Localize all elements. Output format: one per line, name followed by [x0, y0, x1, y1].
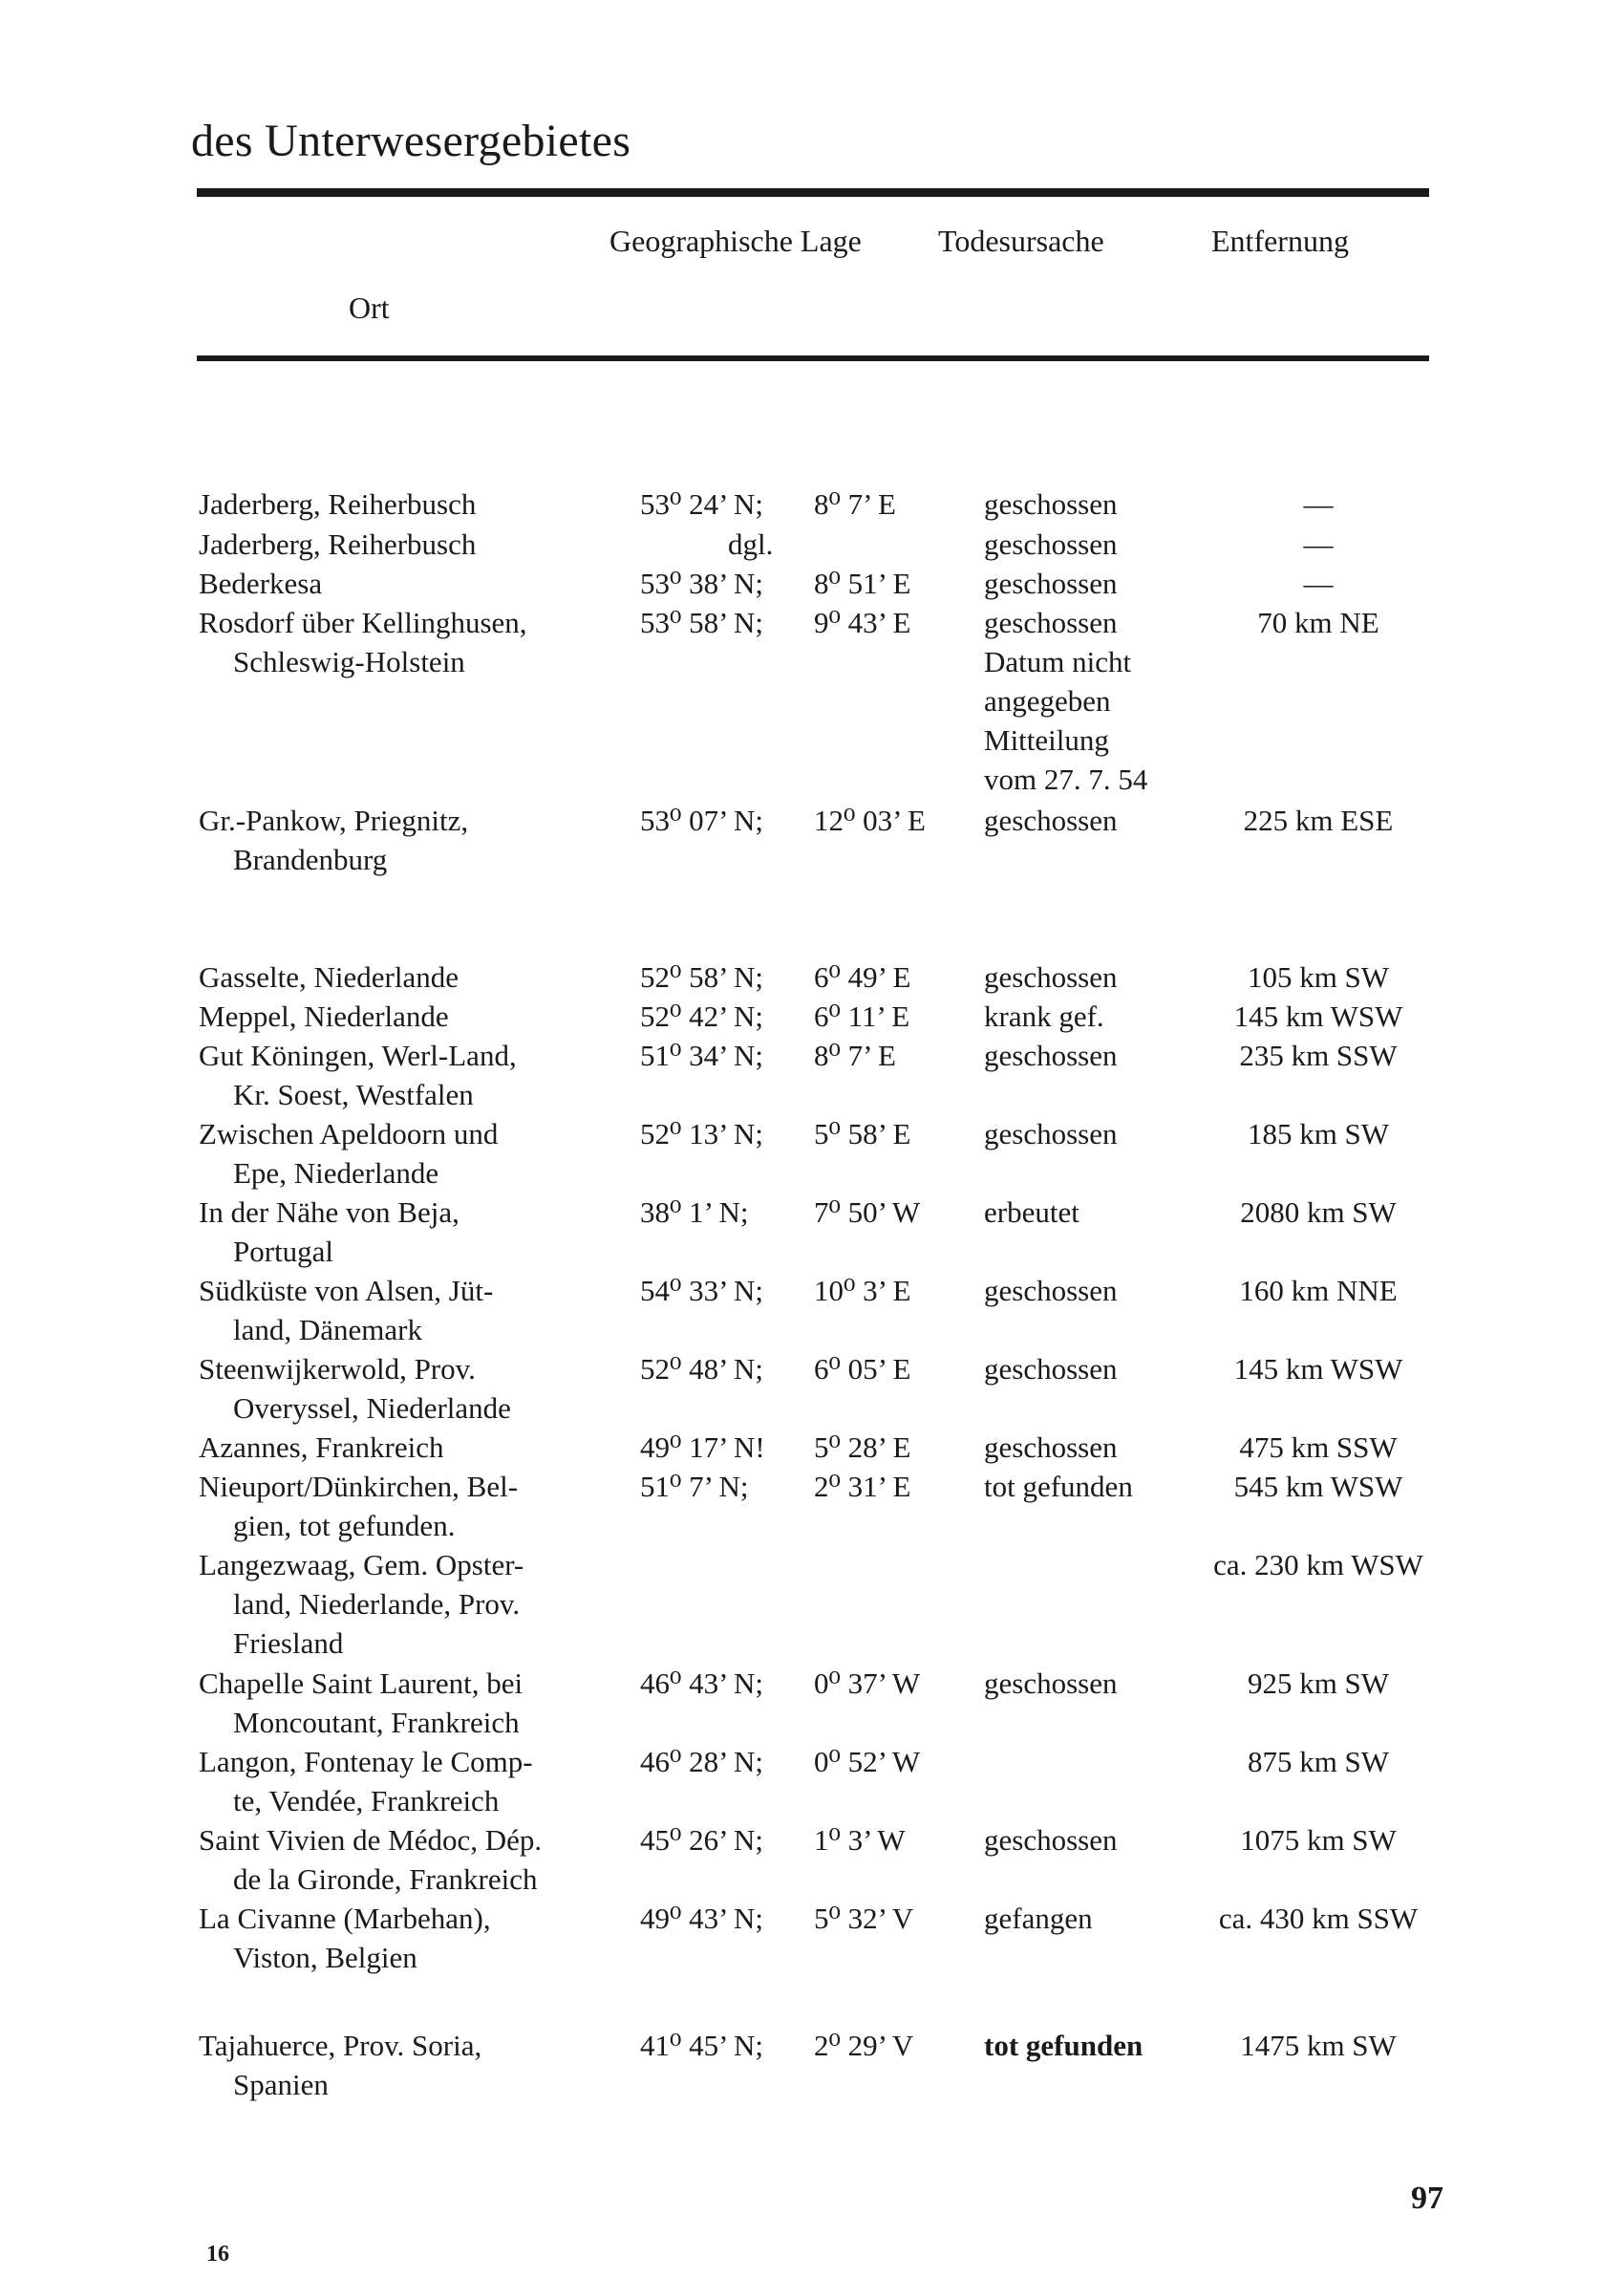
latitude-cell: 51⁰ 34’ N;: [640, 1039, 763, 1072]
ort-line: Spanien: [233, 2068, 329, 2101]
longitude-cell: 0⁰ 52’ W: [814, 1745, 921, 1778]
cause-line: geschossen: [984, 1666, 1118, 1700]
cause-line: geschossen: [984, 1039, 1118, 1072]
cause-line: tot gefunden: [984, 2029, 1143, 2062]
ort-line: Jaderberg, Reiherbusch: [199, 487, 477, 521]
cause-cell: [984, 603, 1213, 799]
ort-line: Zwischen Apeldoorn und: [199, 1117, 499, 1150]
ort-line: Rosdorf über Kellinghusen,: [199, 606, 527, 639]
cause-line: Datum nicht: [984, 645, 1132, 678]
ort-cell: [199, 1742, 619, 1820]
cause-cell: [984, 525, 1213, 564]
header-rule-top: [197, 188, 1429, 197]
distance-cell: ca. 230 km WSW: [1213, 1548, 1423, 1581]
ort-line: land, Niederlande, Prov.: [233, 1587, 521, 1621]
longitude-cell: 9⁰ 43’ E: [814, 606, 911, 639]
ort-line: te, Vendée, Frankreich: [233, 1784, 500, 1817]
longitude-cell: 12⁰ 03’ E: [814, 804, 926, 837]
longitude-cell: 5⁰ 58’ E: [814, 1117, 911, 1150]
ort-cell: [199, 1193, 619, 1271]
distance-cell: —: [1303, 527, 1334, 561]
distance-cell: 1075 km SW: [1240, 1823, 1397, 1857]
signature-mark: 16: [206, 2242, 229, 2267]
ort-line: Epe, Niederlande: [233, 1156, 439, 1190]
distance-cell: 925 km SW: [1247, 1666, 1390, 1700]
cause-cell: [984, 564, 1213, 603]
latitude-cell: 45⁰ 26’ N;: [640, 1823, 763, 1857]
cause-cell: [984, 1664, 1213, 1703]
longitude-cell: 8⁰ 7’ E: [814, 487, 896, 521]
header-rule-bottom: [197, 355, 1429, 361]
cause-cell: [984, 801, 1213, 840]
ort-line: Chapelle Saint Laurent, bei: [199, 1666, 524, 1700]
distance-cell: 875 km SW: [1247, 1745, 1390, 1778]
cause-cell: [984, 1899, 1213, 1938]
ort-line: Brandenburg: [233, 843, 388, 876]
ort-cell: [199, 1545, 619, 1663]
ort-cell: [199, 997, 619, 1036]
ort-line: Portugal: [233, 1235, 334, 1268]
ort-line: Gasselte, Niederlande: [199, 960, 459, 994]
distance-cell: 1475 km SW: [1240, 2029, 1397, 2062]
latitude-cell: 52⁰ 58’ N;: [640, 960, 763, 994]
ort-cell: [199, 484, 619, 524]
cause-line: geschossen: [984, 1352, 1118, 1386]
ort-line: Kr. Soest, Westfalen: [233, 1078, 474, 1111]
latitude-cell: 54⁰ 33’ N;: [640, 1274, 763, 1307]
ort-line: Gr.-Pankow, Priegnitz,: [199, 804, 469, 837]
distance-cell: 70 km NE: [1257, 606, 1379, 639]
cause-line: Mitteilung: [984, 723, 1109, 757]
cause-cell: [984, 1271, 1213, 1310]
ort-line: Tajahuerce, Prov. Soria,: [199, 2029, 482, 2062]
ort-line: Nieuport/Dünkirchen, Bel-: [199, 1470, 519, 1503]
distance-cell: 145 km WSW: [1233, 1000, 1403, 1033]
column-header-todesursache: Todesursache: [938, 224, 1104, 258]
cause-line: geschossen: [984, 1823, 1118, 1857]
distance-cell: 225 km ESE: [1243, 804, 1394, 837]
longitude-cell: 7⁰ 50’ W: [814, 1195, 921, 1229]
ort-line: Bederkesa: [199, 567, 323, 600]
ort-cell: [199, 1467, 619, 1545]
latitude-cell: 53⁰ 58’ N;: [640, 606, 763, 639]
ort-line: Jaderberg, Reiherbusch: [199, 527, 477, 561]
ort-cell: [199, 1899, 619, 1977]
latitude-cell: 51⁰ 7’ N;: [640, 1470, 749, 1503]
ort-cell: [199, 1114, 619, 1193]
longitude-cell: 8⁰ 51’ E: [814, 567, 911, 600]
latitude-cell: 52⁰ 48’ N;: [640, 1352, 763, 1386]
distance-cell: —: [1303, 567, 1334, 600]
distance-cell: —: [1303, 487, 1334, 521]
ort-line: Azannes, Frankreich: [199, 1430, 444, 1464]
distance-cell: 235 km SSW: [1239, 1039, 1398, 1072]
latitude-cell: 46⁰ 28’ N;: [640, 1745, 763, 1778]
distance-cell: 145 km WSW: [1233, 1352, 1403, 1386]
ort-line: Südküste von Alsen, Jüt-: [199, 1274, 494, 1307]
ort-cell: [199, 1271, 619, 1349]
cause-line: geschossen: [984, 1117, 1118, 1150]
longitude-cell: 10⁰ 3’ E: [814, 1274, 911, 1307]
cause-line: vom 27. 7. 54: [984, 763, 1148, 796]
cause-line: angegeben: [984, 684, 1111, 718]
cause-cell: [984, 1193, 1213, 1232]
longitude-cell: 0⁰ 37’ W: [814, 1666, 921, 1700]
ort-line: Langezwaag, Gem. Opster-: [199, 1548, 524, 1581]
latitude-cell: 52⁰ 13’ N;: [640, 1117, 763, 1150]
ort-cell: [199, 1428, 619, 1467]
cause-cell: [984, 484, 1213, 524]
ort-cell: [199, 1820, 619, 1899]
ort-cell: [199, 801, 619, 879]
cause-line: geschossen: [984, 1274, 1118, 1307]
cause-line: tot gefunden: [984, 1470, 1133, 1503]
distance-cell: 475 km SSW: [1239, 1430, 1398, 1464]
latitude-cell: 38⁰ 1’ N;: [640, 1195, 749, 1229]
latitude-cell: 46⁰ 43’ N;: [640, 1666, 763, 1700]
ort-cell: [199, 603, 619, 681]
cause-line: gefangen: [984, 1902, 1093, 1935]
ort-line: Viston, Belgien: [233, 1941, 417, 1974]
column-header-ort: Ort: [349, 290, 390, 325]
cause-cell: [984, 1114, 1213, 1153]
longitude-cell: 8⁰ 7’ E: [814, 1039, 896, 1072]
longitude-cell: 2⁰ 31’ E: [814, 1470, 911, 1503]
ort-cell: [199, 957, 619, 997]
longitude-cell: 1⁰ 3’ W: [814, 1823, 906, 1857]
cause-cell: [984, 1467, 1213, 1506]
ort-line: Moncoutant, Frankreich: [233, 1706, 520, 1739]
ort-line: Steenwijkerwold, Prov.: [199, 1352, 476, 1386]
page-title: des Unterwesergebietes: [191, 116, 631, 166]
cause-cell: [984, 1036, 1213, 1075]
column-header-entfernung: Entfernung: [1211, 224, 1349, 258]
distance-cell: 545 km WSW: [1233, 1470, 1403, 1503]
longitude-cell: 2⁰ 29’ V: [814, 2029, 914, 2062]
longitude-cell: 6⁰ 05’ E: [814, 1352, 911, 1386]
cause-line: geschossen: [984, 606, 1118, 639]
latitude-cell: 49⁰ 43’ N;: [640, 1902, 763, 1935]
cause-line: geschossen: [984, 527, 1118, 561]
ort-line: Overyssel, Niederlande: [233, 1391, 511, 1425]
ort-cell: [199, 2026, 619, 2104]
ort-line: Meppel, Niederlande: [199, 1000, 449, 1033]
ort-cell: [199, 1664, 619, 1742]
cause-line: krank gef.: [984, 1000, 1104, 1033]
ort-line: Gut Köningen, Werl-Land,: [199, 1039, 517, 1072]
ort-line: Langon, Fontenay le Comp-: [199, 1745, 533, 1778]
distance-cell: 185 km SW: [1247, 1117, 1390, 1150]
cause-line: geschossen: [984, 567, 1118, 600]
page-number: 97: [1411, 2181, 1443, 2216]
cause-line: geschossen: [984, 487, 1118, 521]
ort-cell: [199, 564, 619, 603]
ort-cell: [199, 1036, 619, 1114]
cause-cell: [984, 1428, 1213, 1467]
latitude-cell: 53⁰ 38’ N;: [640, 567, 763, 600]
latitude-cell: dgl.: [728, 527, 774, 561]
cause-line: geschossen: [984, 1430, 1118, 1464]
longitude-cell: 6⁰ 11’ E: [814, 1000, 910, 1033]
cause-cell: [984, 957, 1213, 997]
ort-line: land, Dänemark: [233, 1313, 422, 1346]
longitude-cell: 5⁰ 28’ E: [814, 1430, 911, 1464]
distance-cell: ca. 430 km SSW: [1218, 1902, 1419, 1935]
ort-line: Schleswig-Holstein: [233, 645, 465, 678]
cause-line: geschossen: [984, 960, 1118, 994]
cause-cell: [984, 1349, 1213, 1388]
ort-line: In der Nähe von Beja,: [199, 1195, 459, 1229]
cause-line: geschossen: [984, 804, 1118, 837]
ort-line: Friesland: [233, 1626, 344, 1660]
ort-cell: [199, 1349, 619, 1428]
latitude-cell: 41⁰ 45’ N;: [640, 2029, 763, 2062]
cause-cell: [984, 2026, 1213, 2065]
ort-cell: [199, 525, 619, 564]
ort-line: gien, tot gefunden.: [233, 1509, 456, 1542]
cause-cell: [984, 1820, 1213, 1860]
latitude-cell: 49⁰ 17’ N!: [640, 1430, 765, 1464]
distance-cell: 2080 km SW: [1240, 1195, 1397, 1229]
cause-line: erbeutet: [984, 1195, 1079, 1229]
latitude-cell: 52⁰ 42’ N;: [640, 1000, 763, 1033]
distance-cell: 105 km SW: [1247, 960, 1390, 994]
ort-line: La Civanne (Marbehan),: [199, 1902, 491, 1935]
latitude-cell: 53⁰ 07’ N;: [640, 804, 763, 837]
ort-line: de la Gironde, Frankreich: [233, 1862, 538, 1896]
cause-cell: [984, 997, 1213, 1036]
distance-cell: 160 km NNE: [1239, 1274, 1398, 1307]
longitude-cell: 6⁰ 49’ E: [814, 960, 911, 994]
latitude-cell: 53⁰ 24’ N;: [640, 487, 763, 521]
longitude-cell: 5⁰ 32’ V: [814, 1902, 914, 1935]
column-header-lage: Geographische Lage: [609, 224, 862, 258]
ort-line: Saint Vivien de Médoc, Dép.: [199, 1823, 543, 1857]
